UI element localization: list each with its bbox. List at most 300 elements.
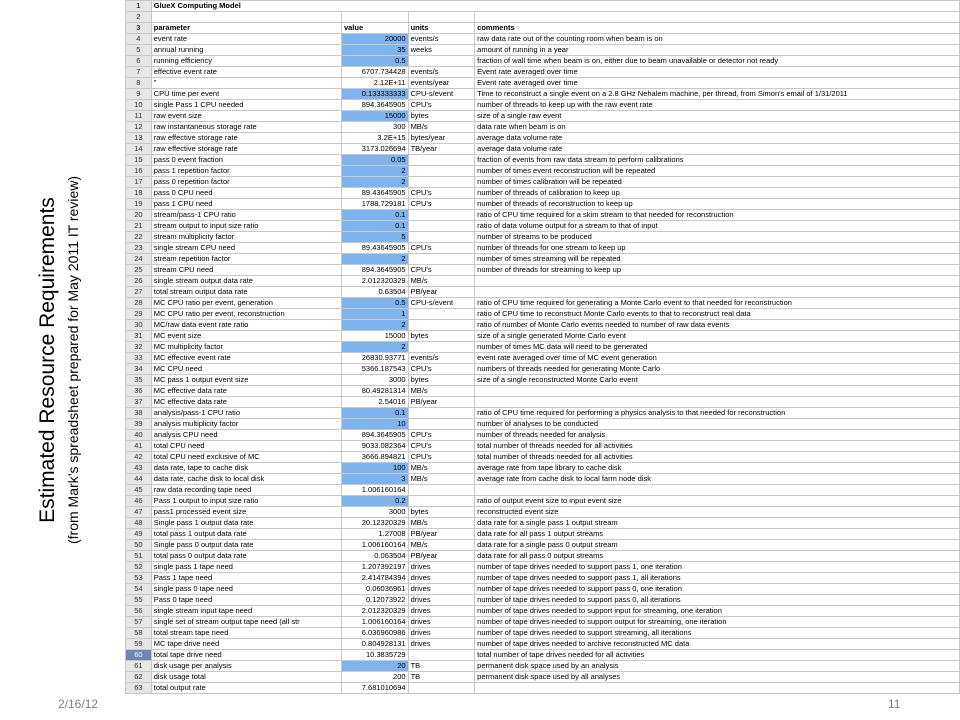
units-cell[interactable]: CPU's [408, 265, 475, 276]
row-number[interactable]: 41 [126, 441, 152, 452]
units-cell[interactable]: CPU's [408, 243, 475, 254]
parameter-cell[interactable]: single stream input tape need [151, 606, 341, 617]
units-cell[interactable] [408, 210, 475, 221]
units-cell[interactable]: MB/s [408, 276, 475, 287]
units-cell[interactable]: events/s [408, 34, 475, 45]
row-number[interactable]: 50 [126, 540, 152, 551]
comment-cell[interactable]: ratio of data volume output for a stream to that of input [475, 221, 960, 232]
value-cell[interactable]: 0.1 [341, 221, 408, 232]
parameter-cell[interactable]: single pass 1 tape need [151, 562, 341, 573]
value-cell[interactable]: 6707.734428 [341, 67, 408, 78]
parameter-cell[interactable]: total output rate [151, 683, 341, 694]
parameter-cell[interactable]: total pass 0 output data rate [151, 551, 341, 562]
parameter-cell[interactable]: MC CPU ratio per event, generation [151, 298, 341, 309]
value-cell[interactable]: 5 [341, 232, 408, 243]
units-cell[interactable] [408, 221, 475, 232]
comment-cell[interactable]: number of tape drives needed to support input for streaming, one iteration [475, 606, 960, 617]
comment-cell[interactable]: number of times MC data will need to be generated [475, 342, 960, 353]
row-number[interactable]: 56 [126, 606, 152, 617]
comment-cell[interactable]: average rate from tape library to cache disk [475, 463, 960, 474]
row-number[interactable]: 17 [126, 177, 152, 188]
parameter-cell[interactable]: single Pass 1 CPU needed [151, 100, 341, 111]
parameter-cell[interactable]: Pass 0 tape need [151, 595, 341, 606]
row-number[interactable]: 35 [126, 375, 152, 386]
value-cell[interactable]: 2.012320329 [341, 606, 408, 617]
value-cell[interactable]: 2 [341, 177, 408, 188]
parameter-cell[interactable]: stream output to input size ratio [151, 221, 341, 232]
value-cell[interactable]: 0.5 [341, 298, 408, 309]
value-cell[interactable]: 0.1 [341, 210, 408, 221]
value-cell[interactable]: 1788.729181 [341, 199, 408, 210]
units-cell[interactable]: CPU-s/event [408, 298, 475, 309]
comment-cell[interactable]: raw data rate out of the counting room when beam is on [475, 34, 960, 45]
comment-cell[interactable]: number of times streaming will be repeated [475, 254, 960, 265]
parameter-cell[interactable]: MC/raw data event rate ratio [151, 320, 341, 331]
parameter-cell[interactable]: data rate, cache disk to local disk [151, 474, 341, 485]
row-number[interactable]: 23 [126, 243, 152, 254]
value-cell[interactable]: 20.12320329 [341, 518, 408, 529]
units-cell[interactable]: bytes [408, 331, 475, 342]
value-cell[interactable]: 15000 [341, 331, 408, 342]
value-cell[interactable]: 3000 [341, 507, 408, 518]
comment-cell[interactable]: Event rate averaged over time [475, 78, 960, 89]
row-number[interactable]: 43 [126, 463, 152, 474]
row-number[interactable]: 55 [126, 595, 152, 606]
parameter-cell[interactable]: raw event size [151, 111, 341, 122]
value-cell[interactable]: 9033.082364 [341, 441, 408, 452]
units-cell[interactable]: CPU-s/event [408, 89, 475, 100]
units-cell[interactable] [408, 485, 475, 496]
comment-cell[interactable]: average data volume rate [475, 144, 960, 155]
parameter-cell[interactable]: single set of stream output tape need (all str [151, 617, 341, 628]
header-value[interactable]: value [341, 23, 408, 34]
value-cell[interactable]: 7.681010694 [341, 683, 408, 694]
row-number[interactable]: 24 [126, 254, 152, 265]
row-number[interactable]: 20 [126, 210, 152, 221]
row-number[interactable]: 8 [126, 78, 152, 89]
units-cell[interactable] [408, 650, 475, 661]
value-cell[interactable]: 1.006160164 [341, 540, 408, 551]
parameter-cell[interactable]: raw data recording tape need [151, 485, 341, 496]
header-comments[interactable]: comments [475, 23, 960, 34]
row-number[interactable]: 42 [126, 452, 152, 463]
units-cell[interactable]: MB/s [408, 463, 475, 474]
units-cell[interactable]: CPU's [408, 452, 475, 463]
units-cell[interactable]: CPU's [408, 364, 475, 375]
row-number[interactable]: 5 [126, 45, 152, 56]
value-cell[interactable]: 1.006160164 [341, 617, 408, 628]
cell[interactable] [341, 12, 408, 23]
parameter-cell[interactable]: Pass 1 tape need [151, 573, 341, 584]
value-cell[interactable]: 2.012320329 [341, 276, 408, 287]
comment-cell[interactable]: permanent disk space used by all analyses [475, 672, 960, 683]
parameter-cell[interactable]: total stream output data rate [151, 287, 341, 298]
parameter-cell[interactable]: CPU time per event [151, 89, 341, 100]
units-cell[interactable] [408, 320, 475, 331]
parameter-cell[interactable]: MC CPU need [151, 364, 341, 375]
comment-cell[interactable] [475, 683, 960, 694]
comment-cell[interactable]: number of tape drives needed to support pass 1, one iteration [475, 562, 960, 573]
parameter-cell[interactable]: pass1 processed event size [151, 507, 341, 518]
value-cell[interactable]: 894.3645905 [341, 265, 408, 276]
comment-cell[interactable] [475, 386, 960, 397]
units-cell[interactable]: PB/year [408, 529, 475, 540]
comment-cell[interactable] [475, 276, 960, 287]
parameter-cell[interactable]: annual running [151, 45, 341, 56]
units-cell[interactable]: TB [408, 672, 475, 683]
row-number[interactable]: 54 [126, 584, 152, 595]
comment-cell[interactable]: total number of threads needed for all activities [475, 452, 960, 463]
row-number[interactable]: 22 [126, 232, 152, 243]
value-cell[interactable]: 2.414784394 [341, 573, 408, 584]
units-cell[interactable] [408, 309, 475, 320]
value-cell[interactable]: 0.133333333 [341, 89, 408, 100]
parameter-cell[interactable]: " [151, 78, 341, 89]
units-cell[interactable]: PB/year [408, 397, 475, 408]
parameter-cell[interactable]: single pass 0 tape need [151, 584, 341, 595]
comment-cell[interactable]: number of threads needed for analysis [475, 430, 960, 441]
parameter-cell[interactable]: raw instantaneous storage rate [151, 122, 341, 133]
units-cell[interactable]: CPU's [408, 199, 475, 210]
value-cell[interactable]: 300 [341, 122, 408, 133]
comment-cell[interactable]: data rate for all pass 0 output streams [475, 551, 960, 562]
value-cell[interactable]: 20000 [341, 34, 408, 45]
units-cell[interactable]: MB/s [408, 386, 475, 397]
comment-cell[interactable]: Time to reconstruct a single event on a 2.8 GHz Nehalem machine, per thread, from Simon's email of 1/31/2011 [475, 89, 960, 100]
value-cell[interactable]: 89.43645905 [341, 188, 408, 199]
value-cell[interactable]: 0.2 [341, 496, 408, 507]
comment-cell[interactable]: data rate for a single pass 1 output stream [475, 518, 960, 529]
parameter-cell[interactable]: total CPU need [151, 441, 341, 452]
row-number[interactable]: 49 [126, 529, 152, 540]
parameter-cell[interactable]: stream CPU need [151, 265, 341, 276]
row-number[interactable]: 39 [126, 419, 152, 430]
comment-cell[interactable]: number of threads of calibration to keep up [475, 188, 960, 199]
header-units[interactable]: units [408, 23, 475, 34]
value-cell[interactable]: 1 [341, 309, 408, 320]
units-cell[interactable] [408, 177, 475, 188]
parameter-cell[interactable]: pass 0 CPU need [151, 188, 341, 199]
units-cell[interactable]: bytes [408, 111, 475, 122]
units-cell[interactable] [408, 232, 475, 243]
units-cell[interactable]: TB/year [408, 144, 475, 155]
parameter-cell[interactable]: MC pass 1 output event size [151, 375, 341, 386]
parameter-cell[interactable]: single stream output data rate [151, 276, 341, 287]
row-number[interactable]: 60 [126, 650, 152, 661]
units-cell[interactable]: bytes [408, 375, 475, 386]
comment-cell[interactable]: data rate when beam is on [475, 122, 960, 133]
row-number[interactable]: 26 [126, 276, 152, 287]
value-cell[interactable]: 3 [341, 474, 408, 485]
value-cell[interactable]: 2 [341, 342, 408, 353]
units-cell[interactable]: MB/s [408, 474, 475, 485]
units-cell[interactable] [408, 56, 475, 67]
parameter-cell[interactable]: stream/pass-1 CPU ratio [151, 210, 341, 221]
comment-cell[interactable]: number of threads of reconstruction to keep up [475, 199, 960, 210]
units-cell[interactable]: drives [408, 562, 475, 573]
row-number[interactable]: 7 [126, 67, 152, 78]
units-cell[interactable]: events/s [408, 67, 475, 78]
units-cell[interactable]: TB [408, 661, 475, 672]
value-cell[interactable]: 100 [341, 463, 408, 474]
comment-cell[interactable]: number of times calibration will be repeated [475, 177, 960, 188]
units-cell[interactable]: CPU's [408, 100, 475, 111]
value-cell[interactable]: 2.12E+11 [341, 78, 408, 89]
units-cell[interactable]: drives [408, 617, 475, 628]
comment-cell[interactable]: data rate for all pass 1 output streams [475, 529, 960, 540]
row-number[interactable]: 2 [126, 12, 152, 23]
comment-cell[interactable] [475, 485, 960, 496]
parameter-cell[interactable]: MC tape drive need [151, 639, 341, 650]
value-cell[interactable]: 6.036960986 [341, 628, 408, 639]
parameter-cell[interactable]: MC effective data rate [151, 386, 341, 397]
comment-cell[interactable]: event rate averaged over time of MC event generation [475, 353, 960, 364]
units-cell[interactable] [408, 254, 475, 265]
units-cell[interactable]: drives [408, 573, 475, 584]
units-cell[interactable] [408, 496, 475, 507]
row-number[interactable]: 14 [126, 144, 152, 155]
value-cell[interactable]: 0.5 [341, 56, 408, 67]
row-number[interactable]: 44 [126, 474, 152, 485]
row-number[interactable]: 21 [126, 221, 152, 232]
value-cell[interactable]: 2 [341, 166, 408, 177]
row-number[interactable]: 10 [126, 100, 152, 111]
value-cell[interactable]: 80.49281314 [341, 386, 408, 397]
comment-cell[interactable]: number of tape drives needed to support output for streaming, one iteration [475, 617, 960, 628]
units-cell[interactable] [408, 342, 475, 353]
row-number[interactable]: 61 [126, 661, 152, 672]
row-number[interactable]: 58 [126, 628, 152, 639]
comment-cell[interactable]: ratio of CPU time required for performing a physics analysis to that needed for reconstruction [475, 408, 960, 419]
row-number[interactable]: 30 [126, 320, 152, 331]
row-number[interactable]: 62 [126, 672, 152, 683]
row-number[interactable]: 33 [126, 353, 152, 364]
units-cell[interactable]: MB/s [408, 518, 475, 529]
comment-cell[interactable]: reconstructed event size [475, 507, 960, 518]
comment-cell[interactable]: ratio of CPU time required for generating a Monte Carlo event to that needed for reconstruction [475, 298, 960, 309]
row-number[interactable]: 34 [126, 364, 152, 375]
parameter-cell[interactable]: disk usage per analysis [151, 661, 341, 672]
value-cell[interactable]: 10 [341, 419, 408, 430]
units-cell[interactable]: drives [408, 584, 475, 595]
row-number[interactable]: 27 [126, 287, 152, 298]
value-cell[interactable]: 0.06036961 [341, 584, 408, 595]
value-cell[interactable]: 894.3645905 [341, 430, 408, 441]
parameter-cell[interactable]: MC multiplicity factor [151, 342, 341, 353]
value-cell[interactable]: 89.43645905 [341, 243, 408, 254]
comment-cell[interactable]: ratio of CPU time required for a skim stream to that needed for reconstruction [475, 210, 960, 221]
value-cell[interactable]: 26830.93771 [341, 353, 408, 364]
comment-cell[interactable] [475, 287, 960, 298]
comment-cell[interactable]: number of streams to be produced [475, 232, 960, 243]
comment-cell[interactable] [475, 397, 960, 408]
value-cell[interactable]: 3000 [341, 375, 408, 386]
row-number[interactable]: 4 [126, 34, 152, 45]
value-cell[interactable]: 2 [341, 254, 408, 265]
cell[interactable] [151, 12, 341, 23]
row-number[interactable]: 63 [126, 683, 152, 694]
comment-cell[interactable]: number of tape drives needed to support pass 0, all iterations [475, 595, 960, 606]
row-number[interactable]: 57 [126, 617, 152, 628]
row-number[interactable]: 28 [126, 298, 152, 309]
units-cell[interactable]: PB/year [408, 551, 475, 562]
value-cell[interactable]: 0.804928131 [341, 639, 408, 650]
units-cell[interactable]: events/s [408, 353, 475, 364]
units-cell[interactable]: CPU's [408, 430, 475, 441]
row-number[interactable]: 31 [126, 331, 152, 342]
value-cell[interactable]: 3.2E+15 [341, 133, 408, 144]
parameter-cell[interactable]: pass 0 repetition factor [151, 177, 341, 188]
row-number[interactable]: 3 [126, 23, 152, 34]
value-cell[interactable]: 894.3645905 [341, 100, 408, 111]
units-cell[interactable] [408, 419, 475, 430]
value-cell[interactable]: 2 [341, 320, 408, 331]
row-number[interactable]: 38 [126, 408, 152, 419]
comment-cell[interactable]: fraction of wall time when beam is on, either due to beam unavailable or detector not ready [475, 56, 960, 67]
row-number[interactable]: 52 [126, 562, 152, 573]
comment-cell[interactable]: number of tape drives needed to support pass 1, all iterations [475, 573, 960, 584]
units-cell[interactable]: drives [408, 628, 475, 639]
row-number[interactable]: 59 [126, 639, 152, 650]
value-cell[interactable]: 5366.187543 [341, 364, 408, 375]
parameter-cell[interactable]: total pass 1 output data rate [151, 529, 341, 540]
value-cell[interactable]: 0.05 [341, 155, 408, 166]
value-cell[interactable]: 3666.894821 [341, 452, 408, 463]
parameter-cell[interactable]: raw effective storage rate [151, 133, 341, 144]
comment-cell[interactable]: size of a single raw event [475, 111, 960, 122]
row-number[interactable]: 51 [126, 551, 152, 562]
comment-cell[interactable]: total number of tape drives needed for all activities [475, 650, 960, 661]
parameter-cell[interactable]: single stream CPU need [151, 243, 341, 254]
comment-cell[interactable]: average data volume rate [475, 133, 960, 144]
parameter-cell[interactable]: MC CPU ratio per event, reconstruction [151, 309, 341, 320]
parameter-cell[interactable]: total tape drive need [151, 650, 341, 661]
parameter-cell[interactable]: effective event rate [151, 67, 341, 78]
row-number[interactable]: 40 [126, 430, 152, 441]
comment-cell[interactable]: Event rate averaged over time [475, 67, 960, 78]
value-cell[interactable]: 0.1 [341, 408, 408, 419]
units-cell[interactable]: PB/year [408, 287, 475, 298]
units-cell[interactable]: weeks [408, 45, 475, 56]
comment-cell[interactable]: ratio of CPU time to reconstruct Monte Carlo events to that to reconstruct real data [475, 309, 960, 320]
comment-cell[interactable]: number of analyses to be conducted [475, 419, 960, 430]
parameter-cell[interactable]: MC effective event rate [151, 353, 341, 364]
parameter-cell[interactable]: total CPU need exclusive of MC [151, 452, 341, 463]
units-cell[interactable] [408, 408, 475, 419]
parameter-cell[interactable]: stream multiplicity factor [151, 232, 341, 243]
value-cell[interactable]: 3173.026694 [341, 144, 408, 155]
units-cell[interactable]: MB/s [408, 540, 475, 551]
row-number[interactable]: 36 [126, 386, 152, 397]
value-cell[interactable]: 1.006160164 [341, 485, 408, 496]
row-number[interactable]: 13 [126, 133, 152, 144]
parameter-cell[interactable]: total stream tape need [151, 628, 341, 639]
row-number[interactable]: 15 [126, 155, 152, 166]
comment-cell[interactable]: ratio of number of Monte Carlo events needed to number of raw data events [475, 320, 960, 331]
units-cell[interactable]: bytes [408, 507, 475, 518]
comment-cell[interactable]: fraction of events from raw data stream to perform calibrations [475, 155, 960, 166]
row-number[interactable]: 19 [126, 199, 152, 210]
units-cell[interactable]: MB/s [408, 122, 475, 133]
parameter-cell[interactable]: disk usage total [151, 672, 341, 683]
value-cell[interactable]: 2.54016 [341, 397, 408, 408]
units-cell[interactable] [408, 166, 475, 177]
value-cell[interactable]: 1.207392197 [341, 562, 408, 573]
parameter-cell[interactable]: pass 0 event fraction [151, 155, 341, 166]
row-number[interactable]: 48 [126, 518, 152, 529]
cell[interactable] [408, 12, 475, 23]
value-cell[interactable]: 200 [341, 672, 408, 683]
row-number[interactable]: 18 [126, 188, 152, 199]
row-number[interactable]: 53 [126, 573, 152, 584]
comment-cell[interactable]: permanent disk space used by an analysis [475, 661, 960, 672]
parameter-cell[interactable]: data rate, tape to cache disk [151, 463, 341, 474]
row-number[interactable]: 12 [126, 122, 152, 133]
value-cell[interactable]: 0.63504 [341, 287, 408, 298]
parameter-cell[interactable]: running efficiency [151, 56, 341, 67]
parameter-cell[interactable]: analysis multiplicity factor [151, 419, 341, 430]
comment-cell[interactable]: number of tape drives needed to support streaming, all iterations [475, 628, 960, 639]
parameter-cell[interactable]: MC event size [151, 331, 341, 342]
comment-cell[interactable]: ratio of output event size to input event size [475, 496, 960, 507]
parameter-cell[interactable]: pass 1 repetition factor [151, 166, 341, 177]
units-cell[interactable]: drives [408, 595, 475, 606]
parameter-cell[interactable]: pass 1 CPU need [151, 199, 341, 210]
comment-cell[interactable]: number of threads to keep up with the raw event rate [475, 100, 960, 111]
row-number[interactable]: 1 [126, 1, 152, 12]
comment-cell[interactable]: size of a single reconstructed Monte Carlo event [475, 375, 960, 386]
parameter-cell[interactable]: MC effective data rate [151, 397, 341, 408]
row-number[interactable]: 47 [126, 507, 152, 518]
comment-cell[interactable]: average rate from cache disk to local farm node disk [475, 474, 960, 485]
row-number[interactable]: 6 [126, 56, 152, 67]
row-number[interactable]: 46 [126, 496, 152, 507]
value-cell[interactable]: 10.3835729 [341, 650, 408, 661]
value-cell[interactable]: 15000 [341, 111, 408, 122]
parameter-cell[interactable]: analysis CPU need [151, 430, 341, 441]
comment-cell[interactable]: numbers of threads needed for generating Monte Carlo [475, 364, 960, 375]
parameter-cell[interactable]: stream repetition factor [151, 254, 341, 265]
units-cell[interactable]: drives [408, 606, 475, 617]
comment-cell[interactable]: data rate for a single pass 0 output stream [475, 540, 960, 551]
value-cell[interactable]: 35 [341, 45, 408, 56]
comment-cell[interactable]: amount of running in a year [475, 45, 960, 56]
row-number[interactable]: 16 [126, 166, 152, 177]
units-cell[interactable]: bytes/year [408, 133, 475, 144]
row-number[interactable]: 29 [126, 309, 152, 320]
comment-cell[interactable]: size of a single generated Monte Carlo event [475, 331, 960, 342]
value-cell[interactable]: 20 [341, 661, 408, 672]
row-number[interactable]: 32 [126, 342, 152, 353]
cell[interactable] [475, 12, 960, 23]
comment-cell[interactable]: total number of threads needed for all activities [475, 441, 960, 452]
comment-cell[interactable]: number of threads for one stream to keep up [475, 243, 960, 254]
units-cell[interactable]: events/year [408, 78, 475, 89]
parameter-cell[interactable]: Single pass 1 output data rate [151, 518, 341, 529]
units-cell[interactable]: drives [408, 639, 475, 650]
parameter-cell[interactable]: analysis/pass-1 CPU ratio [151, 408, 341, 419]
units-cell[interactable]: CPU's [408, 441, 475, 452]
row-number[interactable]: 37 [126, 397, 152, 408]
parameter-cell[interactable]: Pass 1 output to input size ratio [151, 496, 341, 507]
parameter-cell[interactable]: raw effective storage rate [151, 144, 341, 155]
parameter-cell[interactable]: Single pass 0 output data rate [151, 540, 341, 551]
comment-cell[interactable]: number of times event reconstruction will be repeated [475, 166, 960, 177]
comment-cell[interactable]: number of tape drives needed to support pass 0, one iteration [475, 584, 960, 595]
units-cell[interactable] [408, 155, 475, 166]
row-number[interactable]: 11 [126, 111, 152, 122]
parameter-cell[interactable]: event rate [151, 34, 341, 45]
